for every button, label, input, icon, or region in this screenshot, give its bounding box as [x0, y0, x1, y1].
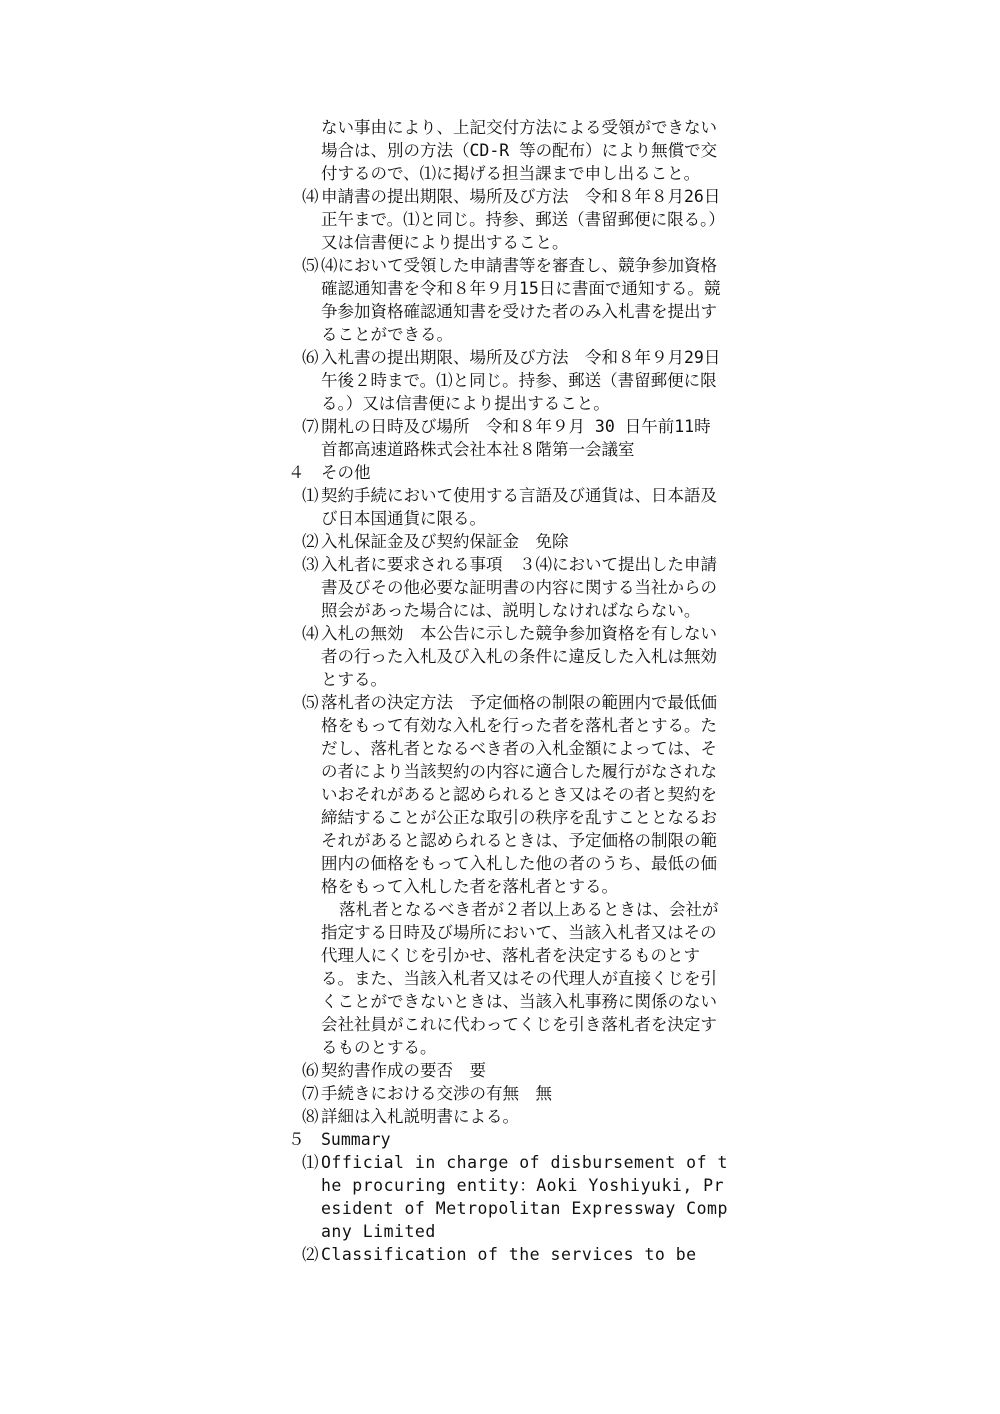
section-heading [288, 461, 728, 484]
item-number: ⑶ [302, 555, 319, 574]
item-text: ない事由により、上記交付方法による受領ができない場合は、別の方法（CD-R 等の配布）により無償で交付するので、⑴に掲げる担当課まで申し出ること。 [321, 118, 718, 183]
item-text: Summary [321, 1130, 391, 1149]
item-text: 入札書の提出期限、場所及び方法 令和８年９月29日午後２時まで。⑴と同じ。持参、郵送（書留郵便に限る。）又は信書便により提出すること。 [321, 348, 721, 413]
item-number: ⑸ [302, 256, 319, 275]
item-number: ５ [288, 1130, 305, 1149]
list-item [288, 1243, 728, 1266]
item-text: その他 [321, 463, 371, 482]
list-item [288, 116, 728, 185]
list-item [288, 1082, 728, 1105]
item-text: 手続きにおける交渉の有無 無 [321, 1084, 552, 1103]
item-text: Official in charge of disbursement of the procuring entity：Aoki Yoshiyuki, President of Metropolitan Expressway Company Limited [321, 1153, 728, 1241]
list-item [288, 1105, 728, 1128]
list-item [288, 622, 728, 691]
list-item [288, 530, 728, 553]
list-item [288, 691, 728, 898]
item-text: Classification of the services to be [321, 1245, 697, 1264]
list-item [288, 254, 728, 346]
section-heading [288, 1128, 728, 1151]
list-item [288, 346, 728, 415]
list-item [288, 185, 737, 254]
item-text: 落札者となるべき者が２者以上あるときは、会社が指定する日時及び場所において、当該入札者又はその代理人にくじを引かせ、落札者を決定するものとする。また、当該入札者又はその代理人が直接くじを引くことができないときは、当該入札事務に関係のない会社社員がこれに代わってくじを引き落札者を決定するものとする。 [321, 900, 719, 1057]
item-number: ⑹ [302, 348, 319, 367]
item-number: ⑻ [302, 1107, 319, 1126]
list-item [288, 484, 728, 530]
item-text: 詳細は入札説明書による。 [321, 1107, 519, 1126]
item-text: 入札保証金及び契約保証金 免除 [321, 532, 569, 551]
item-text: 入札者に要求される事項 ３⑷において提出した申請書及びその他必要な証明書の内容に関する当社からの照会があった場合には、説明しなければならない。 [321, 555, 717, 620]
item-text: 落札者の決定方法 予定価格の制限の範囲内で最低価格をもって有効な入札を行った者を落札者とする。ただし、落札者となるべき者の入札金額によっては、その者により当該契約の内容に適合した履行がなされないおそれがあると認められるとき又はその者と契約を締結することが公正な取引の秩序を乱すこととなるおそれがあると認められるときは、予定価格の制限の範囲内の価格をもって入札した他の者のうち、最低の価格をもって入札した者を落札者とする。 [321, 693, 717, 896]
list-item [288, 1059, 728, 1082]
item-text: 申請書の提出期限、場所及び方法 令和８年８月26日 正午まで。⑴と同じ。持参、郵送（書留郵便に限る。）又は信書便により提出すること。 [321, 187, 737, 252]
item-text: 契約手続において使用する言語及び通貨は、日本語及び日本国通貨に限る。 [321, 486, 717, 528]
item-number: ⑴ [302, 486, 319, 505]
item-text: 開札の日時及び場所 令和８年９月 30 日午前11時 首都高速道路株式会社本社８階第一会議室 [321, 417, 728, 459]
item-number: ⑵ [302, 532, 319, 551]
item-text: 入札の無効 本公告に示した競争参加資格を有しない者の行った入札及び入札の条件に違反した入札は無効とする。 [321, 624, 717, 689]
document-body [288, 116, 737, 1266]
list-item [288, 553, 728, 622]
list-item [288, 415, 728, 461]
item-number: ⑴ [302, 1153, 319, 1172]
list-item [288, 1151, 728, 1243]
item-number: ⑹ [302, 1061, 319, 1080]
item-number: ⑷ [302, 624, 319, 643]
item-number: ４ [288, 463, 305, 482]
paragraph [288, 898, 728, 1059]
item-text: ⑷において受領した申請書等を審査し、競争参加資格確認通知書を令和８年９月15日に書面で通知する。競争参加資格確認通知書を受けた者のみ入札書を提出することができる。 [321, 256, 721, 344]
item-number: ⑵ [302, 1245, 319, 1264]
item-number: ⑺ [302, 417, 319, 436]
item-text: 契約書作成の要否 要 [321, 1061, 486, 1080]
item-number: ⑷ [302, 187, 319, 206]
item-number: ⑺ [302, 1084, 319, 1103]
item-number: ⑸ [302, 693, 319, 712]
